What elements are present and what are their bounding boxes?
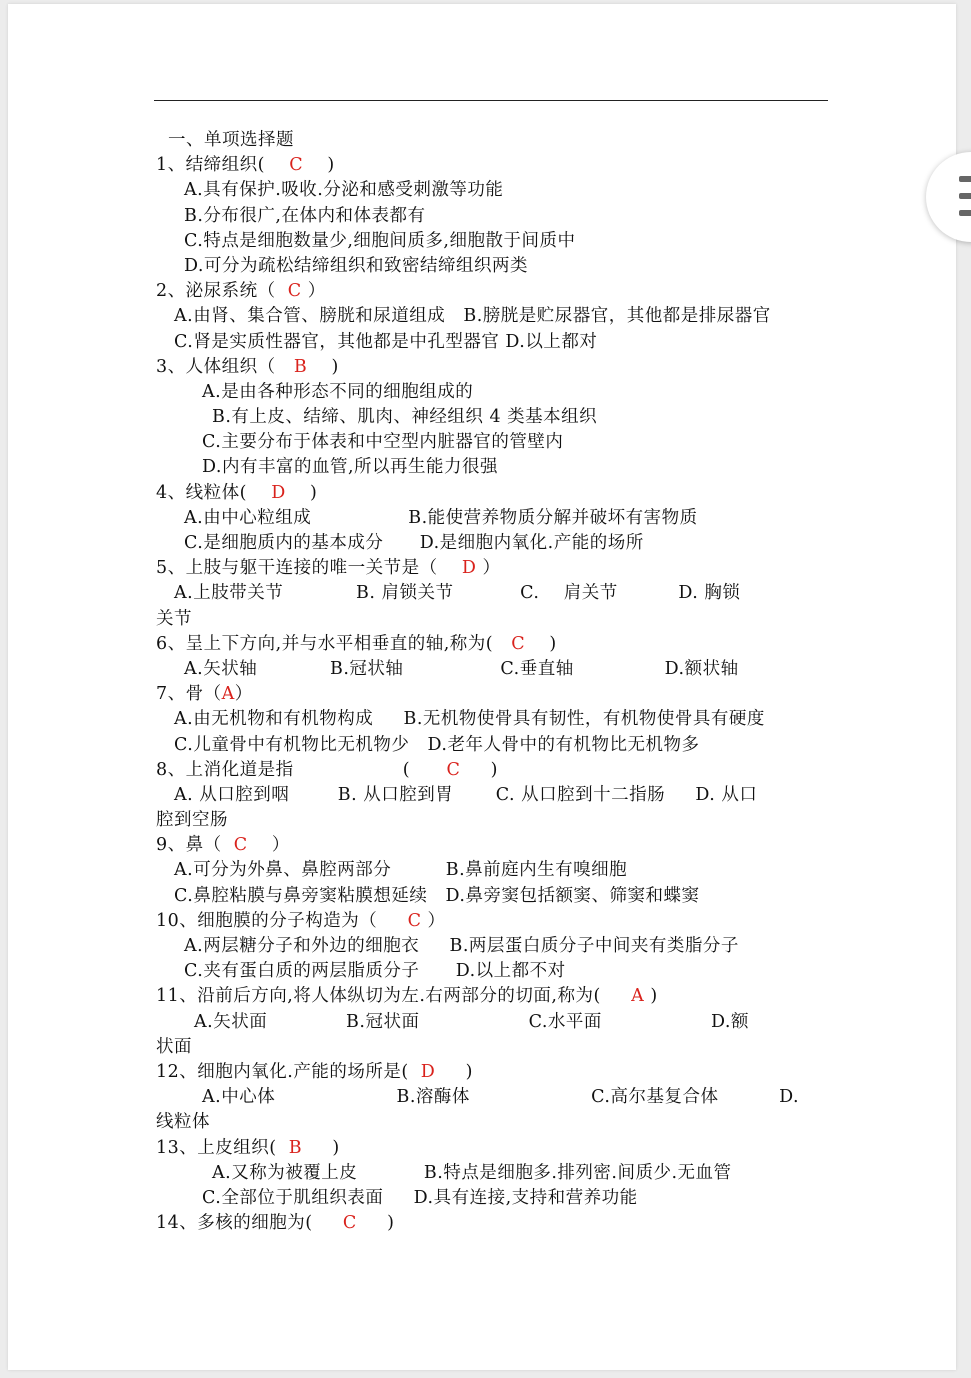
question-text: 1、结缔组织( <box>156 155 290 176</box>
question-stem <box>156 1136 836 1161</box>
option-line: C.鼻腔粘膜与鼻旁窦粘膜想延续 D.鼻旁窦包括额窦、筛窦和蝶窦 <box>174 885 700 906</box>
option-line: A.由中心粒组成 B.能使营养物质分解并破坏有害物质 <box>184 507 698 528</box>
option-line: D.内有丰富的血管,所以再生能力很强 <box>202 457 499 478</box>
question-closing: ) <box>356 1213 395 1234</box>
option-line: C.是细胞质内的基本成分 D.是细胞内氧化.产能的场所 <box>184 533 644 553</box>
question-stem <box>156 153 836 178</box>
option-line: A. 从口腔到咽 B. 从口腔到胃 C. 从口腔到十二指肠 D. 从口 <box>174 784 758 805</box>
menu-icon <box>959 176 971 216</box>
question-text: 7、骨（ <box>156 684 222 705</box>
question-closing: ） <box>234 684 253 705</box>
answer-letter: D <box>461 558 477 579</box>
answer-letter: C <box>287 281 302 302</box>
question-text: 13、上皮组织( <box>156 1137 289 1158</box>
option-line: C.儿童骨中有机物比无机物少 D.老年人骨中的有机物比无机物多 <box>174 734 700 755</box>
question-text: 2、泌尿系统（ <box>156 281 288 302</box>
option-line: C.夹有蛋白质的两层脂质分子 D.以上都不对 <box>184 961 566 982</box>
option-line: C.全部位于肌组织表面 D.具有连接,支持和营养功能 <box>202 1187 638 1208</box>
question-text: 11、沿前后方向,将人体纵切为左.右两部分的切面,称为( <box>156 986 632 1007</box>
answer-letter: B <box>288 1137 303 1158</box>
option-line: 关节 <box>156 608 192 629</box>
option-line: A.中心体 B.溶酶体 C.高尔基复合体 D. <box>202 1087 800 1108</box>
question-stem <box>156 279 836 304</box>
question-closing: ) <box>307 356 339 377</box>
document-page <box>8 4 956 1370</box>
question-closing: ) <box>644 986 658 1007</box>
answer-letter: C <box>342 1213 357 1234</box>
option-line: A.具有保护.吸收.分泌和感受刺激等功能 <box>184 180 504 201</box>
option-line: B.有上皮、结缔、肌肉、神经组织 4 类基本组织 <box>212 407 598 428</box>
question-stem <box>156 481 836 506</box>
option-line: A.是由各种形态不同的细胞组成的 <box>202 381 474 402</box>
question-closing: ) <box>302 1137 340 1158</box>
question-text: 9、鼻（ <box>156 835 234 856</box>
question-stem <box>156 682 836 707</box>
question-text: 12、细胞内氧化.产能的场所是( <box>156 1061 421 1082</box>
question-stem <box>156 984 836 1009</box>
option-line: A.矢状轴 B.冠状轴 C.垂直轴 D.额状轴 <box>184 658 739 679</box>
answer-letter: B <box>293 356 308 377</box>
question-stem <box>156 833 836 858</box>
answer-letter: D <box>271 482 286 503</box>
answer-letter: C <box>407 910 422 931</box>
answer-letter: C <box>446 759 461 780</box>
question-stem <box>156 1060 836 1085</box>
question-closing: ） <box>421 910 446 931</box>
option-line: A.由肾、集合管、膀胱和尿道组成 B.膀胱是贮尿器官，其他都是排尿器官 <box>174 306 771 327</box>
answer-letter: C <box>289 155 304 176</box>
question-stem <box>156 909 836 934</box>
question-text: 5、上肢与躯干连接的唯一关节是（ <box>156 558 462 579</box>
question-closing: ) <box>285 482 318 503</box>
option-line: 线粒体 <box>156 1112 210 1133</box>
option-line: 腔到空肠 <box>156 810 228 831</box>
question-stem <box>156 758 836 783</box>
option-line: A.又称为被覆上皮 B.特点是细胞多.排列密.间质少.无血管 <box>212 1162 732 1183</box>
question-stem <box>156 355 836 380</box>
option-line: A.可分为外鼻、鼻腔两部分 B.鼻前庭内生有嗅细胞 <box>174 860 628 881</box>
option-line: C.主要分布于体表和中空型内脏器官的管壁内 <box>202 432 564 453</box>
question-closing: ) <box>460 759 499 780</box>
answer-letter: C <box>511 633 526 654</box>
question-stem <box>156 556 836 581</box>
question-text: 3、人体组织（ <box>156 356 294 377</box>
answer-letter: C <box>233 835 248 856</box>
option-line: A.上肢带关节 B. 肩锁关节 C. 肩关节 D. 胸锁 <box>174 583 741 604</box>
question-closing: ） <box>476 558 501 579</box>
question-text: 8、上消化道是指 ( <box>156 759 447 780</box>
question-closing: ) <box>525 633 557 654</box>
option-line: D.可分为疏松结缔组织和致密结缔组织两类 <box>184 255 528 276</box>
option-line: B.分布很广,在体内和体表都有 <box>184 205 426 226</box>
question-closing: ) <box>435 1061 473 1082</box>
option-line: C.肾是实质性器官，其他都是中孔型器官 D.以上都对 <box>174 331 598 352</box>
option-line: A.由无机物和有机物构成 B.无机物使骨具有韧性，有机物使骨具有硬度 <box>174 709 765 730</box>
option-line: C.特点是细胞数量少,细胞间质多,细胞散于间质中 <box>184 230 576 251</box>
option-line: A.两层糖分子和外边的细胞衣 B.两层蛋白质分子中间夹有类脂分子 <box>184 936 739 956</box>
section-title: 一、单项选择题 <box>168 130 294 150</box>
question-stem <box>156 1211 836 1236</box>
question-stem <box>156 632 836 657</box>
question-text: 14、多核的细胞为( <box>156 1213 343 1234</box>
question-closing: ) <box>303 155 335 176</box>
question-closing: ） <box>301 281 326 302</box>
question-text: 4、线粒体( <box>156 482 272 503</box>
answer-letter: A <box>631 986 645 1007</box>
answer-letter: D <box>420 1061 436 1082</box>
answer-letter: A <box>221 684 235 705</box>
question-text: 10、细胞膜的分子构造为（ <box>156 910 408 931</box>
option-line: 状面 <box>156 1036 192 1057</box>
option-line: A.矢状面 B.冠状面 C.水平面 D.额 <box>194 1011 749 1032</box>
header-rule <box>154 100 828 101</box>
question-list <box>156 128 836 1236</box>
question-closing: ） <box>247 835 290 856</box>
question-text: 6、呈上下方向,并与水平相垂直的轴,称为( <box>156 633 512 654</box>
